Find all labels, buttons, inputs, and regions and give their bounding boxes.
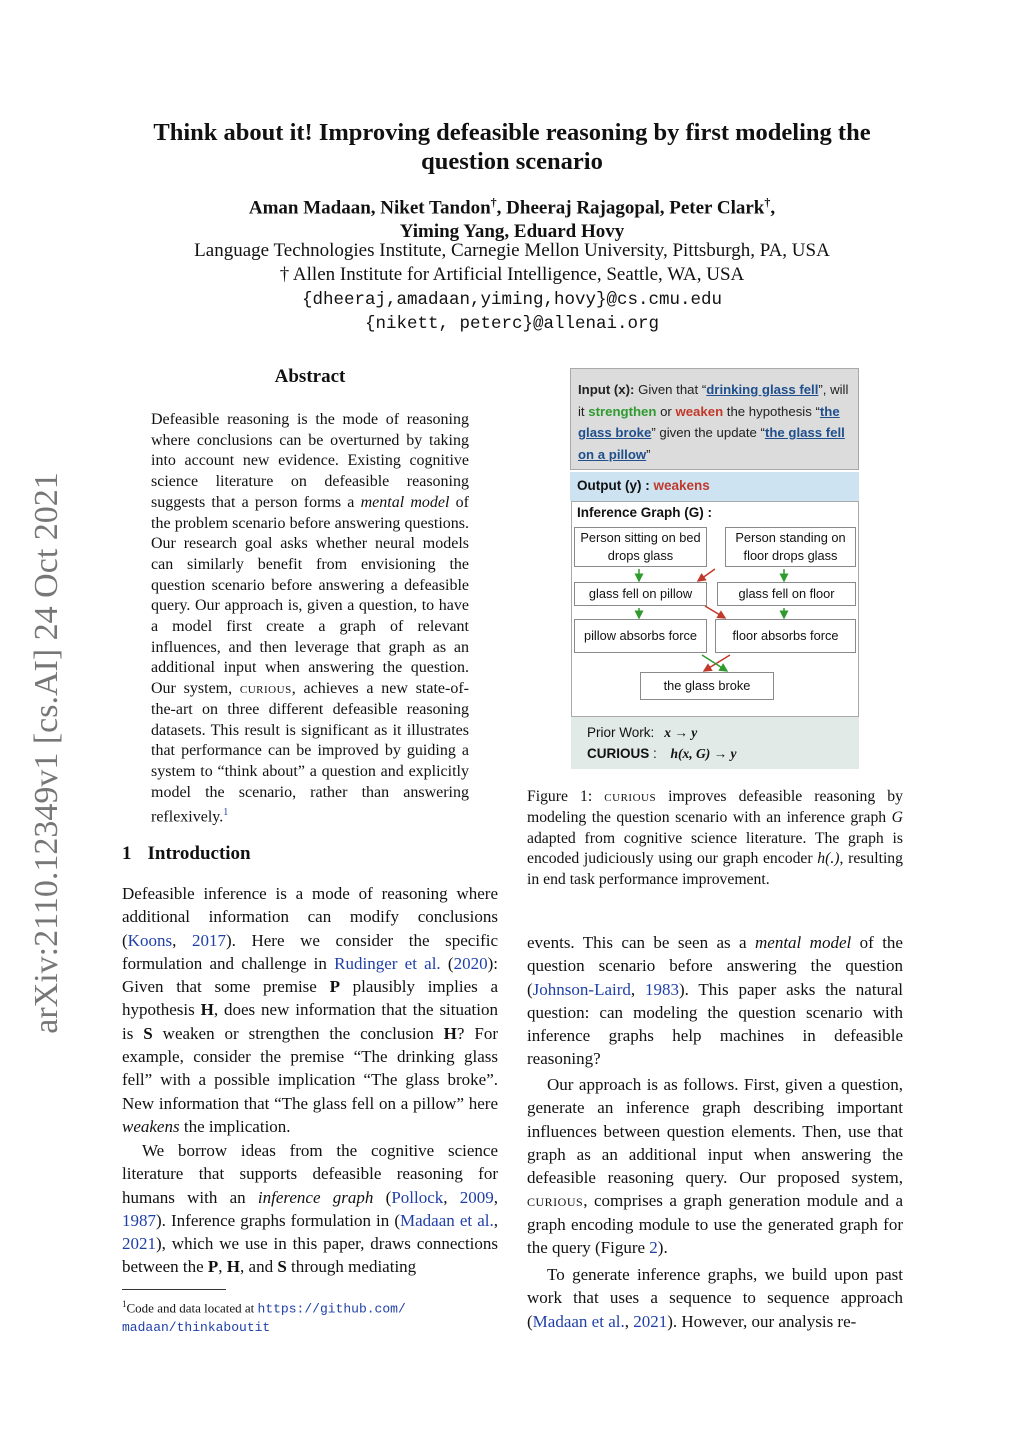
figure-1 — [570, 368, 859, 769]
citation-link[interactable]: Koons — [127, 930, 173, 950]
graph-node: pillow absorbs force — [574, 619, 707, 653]
graph-node: Person sitting on bed drops glass — [574, 527, 707, 567]
footnote-rule — [122, 1289, 226, 1290]
citation-link[interactable]: 1983 — [644, 979, 679, 999]
citation-link[interactable]: Johnson-Laird — [532, 979, 631, 999]
edge-negative — [705, 606, 725, 618]
author-list — [100, 190, 924, 244]
footnote-url-cont[interactable]: madaan/thinkaboutit — [122, 1320, 271, 1336]
figure-caption: Figure 1: curious improves defeasible reasoning by modeling the question scenario with an inference graph G adapted from cognitive science literature. The graph is encoded judiciously using our graph encoder h(.), resulting in end task performance improvement. — [527, 788, 903, 889]
title-line-1: Think about it! Improving defeasible reasoning by first modeling the — [153, 119, 871, 146]
citation-link[interactable]: 2017 — [191, 930, 226, 950]
arxiv-stamp: arXiv:2110.12349v1 [cs.AI] 24 Oct 2021 — [28, 472, 65, 1034]
intro-paragraph-5: To generate inference graphs, we build upon past work that uses a sequence to sequence approach (Madaan et al., 2021). However, our analysis re- — [527, 1265, 903, 1331]
abstract-heading: Abstract — [274, 366, 346, 387]
graph-node: floor absorbs force — [715, 619, 856, 653]
figure-input-text: Input (x): Given that “drinking glass fell”, will it strengthen or weaken the hypothesis “the glass broke” given the update “the glass fell on a pillow” — [578, 382, 849, 462]
footnote-url[interactable]: https://github.com/ — [257, 1301, 406, 1317]
abstract-body: Defeasible reasoning is the mode of reasoning where conclusions can be overturned by taking into account new evidence. Existing cognitive science literature on defeasible reasoning suggests that a person forms a mental model of the problem scenario before answering questions. Our research goal asks whether neural models can similarly benefit from envisioning the question scenario before answering a defeasible query. Our approach is, given a question, to have a model first create a graph of relevant influences, and then leverage that graph as an additional input when answering the question. Our system, curious, achieves a new state-of-the-art on three different defeasible reasoning datasets. This result is significant as it illustrates that performance can be improved by guiding a system to “think about” a question and explicitly model the scenario, rather than answering reflexively.$^1$ — [151, 411, 470, 826]
figure-input-box — [570, 368, 859, 470]
graph-node: the glass broke — [640, 672, 774, 700]
authors-line-2: Yiming Yang, Eduard Hovy — [399, 221, 625, 243]
paper-title — [100, 118, 924, 176]
curious-formula: CURIOUS : h(x, G) → y — [587, 746, 737, 761]
citation-link[interactable]: 2020 — [453, 953, 488, 973]
citation-link[interactable]: 2009 — [459, 1187, 494, 1207]
figure-ref-link[interactable]: 2 — [649, 1238, 658, 1258]
email-ai2: {nikett, peterc}@allenai.org — [364, 314, 660, 334]
citation-link[interactable]: Madaan et al. — [400, 1210, 494, 1230]
graph-label: Inference Graph (G) : — [577, 505, 713, 520]
edge-negative — [704, 655, 730, 671]
figure-output-text: Output (y) : weakens — [577, 478, 710, 493]
figure-formulas — [571, 717, 859, 769]
intro-paragraph-2: We borrow ideas from the cognitive science literature that supports defeasible reasoning for humans with an inference graph (Pollock, 2009, 1987). Inference graphs formulation in (Madaan et al., 2021), which we use in this paper, draws connections between the P, H, and S through mediating — [122, 1141, 499, 1277]
citation-link[interactable]: Madaan et al. — [532, 1311, 625, 1331]
footnote: $^1$Code and data located at https://github.com/ madaan/thinkaboutit — [122, 1299, 406, 1336]
edge-negative — [698, 569, 715, 581]
citation-link[interactable]: 2021 — [122, 1234, 156, 1254]
citation-link[interactable]: 2021 — [633, 1311, 668, 1331]
citation-link[interactable]: Rudinger et al. — [334, 953, 441, 973]
intro-paragraph-4: Our approach is as follows. First, given a question, generate an inference graph describing important influences between question elements. Then, use that graph as an additional input when answering the defeasible reasoning query. Our proposed system, curious, comprises a graph generation module and a graph encoding module to use the generated graph for the query (Figure 2). — [527, 1075, 903, 1258]
prior-work-formula: Prior Work: x → y — [587, 725, 698, 740]
authors-line-1: Aman Madaan, Niket Tandon†, Dheeraj Rajagopal, Peter Clark†, — [248, 195, 776, 219]
inference-graph — [571, 501, 859, 717]
intro-paragraph-3: events. This can be seen as a mental model of the question scenario before answering the question (Johnson-Laird, 1983). This paper asks the natural question: can modeling the question scenario with inference graphs help machines in defeasible reasoning? — [527, 933, 903, 1069]
intro-paragraph-1: Defeasible inference is a mode of reasoning where additional information can modify conclusions (Koons, 2017). Here we consider the specific formulation and challenge in Rudinger et al. (2020): Given that some premise P plausibly implies a hypothesis H, does new information that the situation is S weaken or strengthen the conclusion H? For example, consider the premise “The drinking glass fell” with a possible implication “The glass broke”. New information that “The glass fell on a pillow” here weakens the implication. — [122, 884, 499, 1136]
footnote-ref[interactable]: 1 — [223, 807, 229, 819]
figure-output-box — [570, 472, 859, 501]
graph-node: glass fell on floor — [717, 582, 856, 606]
affiliation-ai2: † Allen Institute for Artificial Intelligence, Seattle, WA, USA — [279, 264, 745, 285]
title-line-2: question scenario — [421, 148, 603, 175]
affiliation-cmu: Language Technologies Institute, Carnegie Mellon University, Pittsburgh, PA, USA — [194, 240, 830, 261]
section-heading: 1 Introduction — [122, 843, 251, 864]
graph-node: Person standing on floor drops glass — [725, 527, 856, 567]
citation-link[interactable]: Pollock — [391, 1187, 444, 1207]
email-cmu: {dheeraj,amadaan,yiming,hovy}@cs.cmu.edu — [301, 290, 723, 310]
edge-positive — [702, 655, 727, 671]
citation-link[interactable]: 1987 — [122, 1210, 156, 1230]
graph-node: glass fell on pillow — [574, 582, 707, 606]
